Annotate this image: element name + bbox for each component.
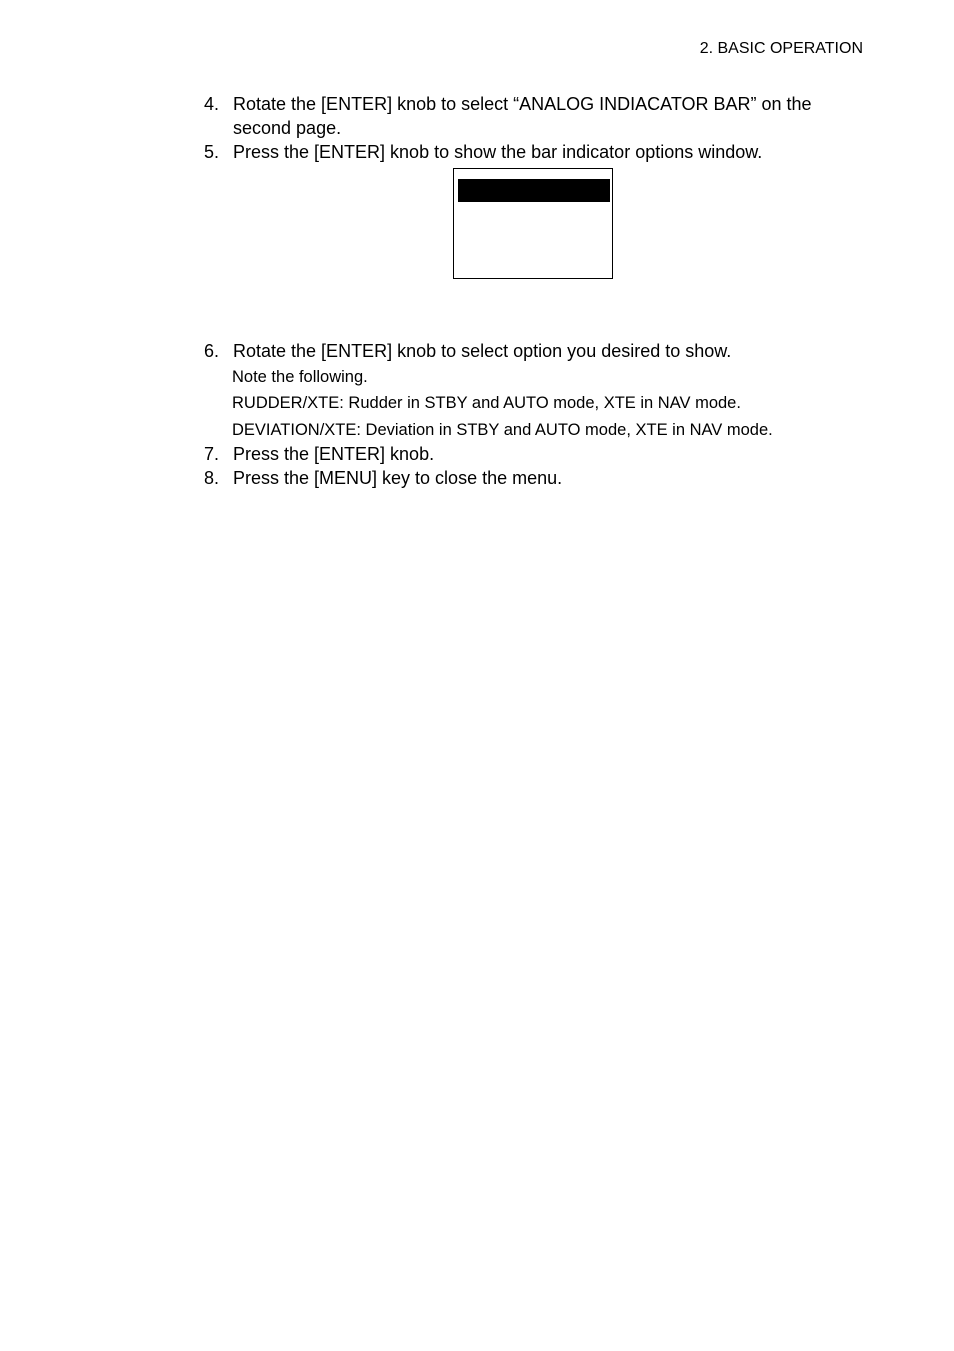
note-rudder-xte: RUDDER/XTE: Rudder in STBY and AUTO mode, XTE in NAV mode. (232, 394, 741, 412)
step-text-line: Press the [ENTER] knob to show the bar indicator options window. (233, 142, 763, 162)
step-text: Press the [ENTER] knob. (233, 444, 435, 464)
running-header: 2. BASIC OPERATION (699, 40, 863, 57)
step-number: 6. (204, 341, 220, 361)
step-text: Press the [MENU] key to close the menu. (233, 468, 563, 488)
step-number: 8. (204, 468, 220, 488)
step-text (233, 140, 762, 164)
step-text-line: second page. (233, 118, 342, 138)
note-deviation-xte: DEVIATION/XTE: Deviation in STBY and AUTO mode, XTE in NAV mode. (232, 421, 773, 439)
selected-option-highlight (458, 179, 610, 202)
step-text: Rotate the [ENTER] knob to select option you desired to show. (233, 341, 732, 361)
step-number: 4. (204, 94, 220, 114)
step-text-line: Rotate the [ENTER] knob to select “ANALOG INDIACATOR BAR” on the (233, 94, 812, 114)
step-text (233, 92, 812, 140)
step-number: 5. (204, 142, 220, 162)
bar-indicator-options-window (453, 168, 613, 279)
step-number: 7. (204, 444, 220, 464)
note-intro: Note the following. (232, 368, 368, 386)
